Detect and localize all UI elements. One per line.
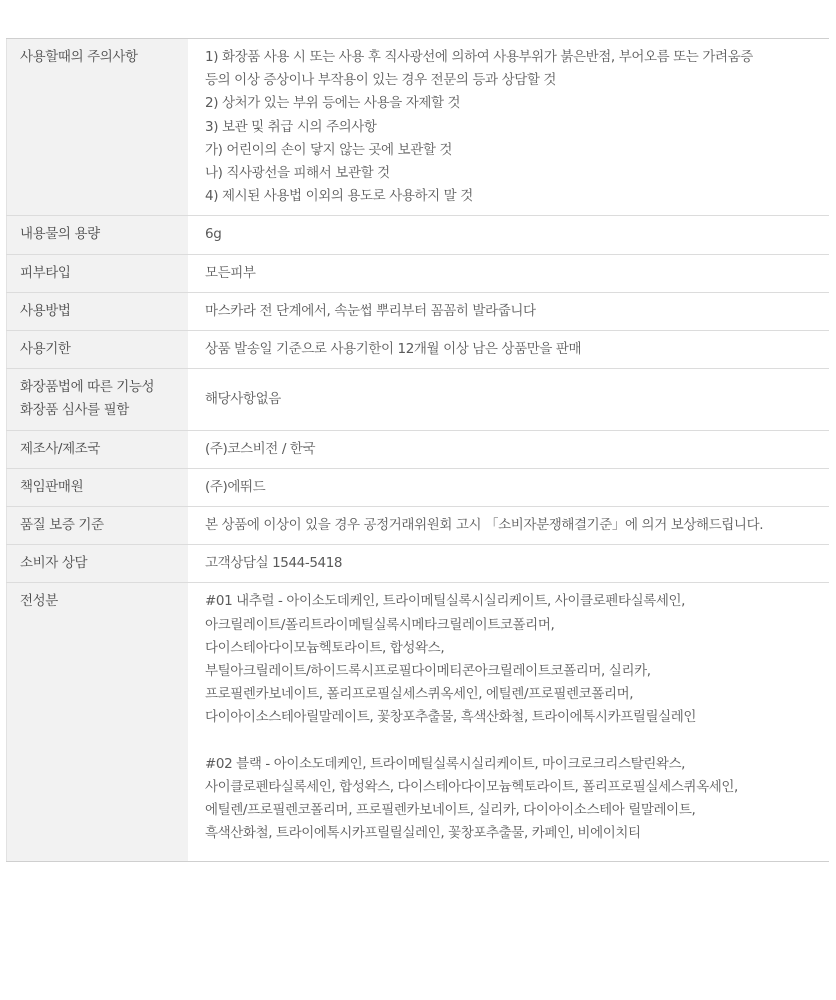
value-line: 아크릴레이트/폴리트라이메틸실록시메타크릴레이트코폴리머, [205,616,555,633]
row-value: 6g [188,216,829,254]
value-line: 다이아이소스테아릴말레이트, 꽃창포추출물, 흑색산화철, 트라이에톡시카프릴릴실레인 [205,709,697,726]
row-value: (주)코스비전 / 한국 [188,430,829,468]
value-line: #02 블랙 - 아이소도데케인, 트라이메틸실록시실리케이트, 마이크로크리스탈린왁스, [205,755,686,772]
row-label: 사용기한 [7,331,189,369]
value-line: 사이클로펜타실록세인, 합성왁스, 다이스테아다이모늄헥토라이트, 폴리프로필실세스퀴옥세인, [205,779,738,796]
product-info-table [6,38,829,862]
value-line: 가) 어린이의 손이 닿지 않는 곳에 보관할 것 [205,141,453,158]
table-row-volume [7,216,830,254]
value-line: 등의 이상 증상이나 부작용이 있는 경우 전문의 등과 상담할 것 [205,72,557,89]
value-line: 나) 직사광선을 피해서 보관할 것 [205,165,390,182]
row-label: 전성분 [7,583,189,861]
value-line: #01 내추럴 - 아이소도데케인, 트라이메틸실록시실리케이트, 사이클로펜타실록세인, [205,593,686,610]
row-label [7,369,189,430]
row-value: 마스카라 전 단계에서, 속눈썹 뿌리부터 꼼꼼히 발라줍니다 [188,292,829,330]
row-label: 책임판매원 [7,468,189,506]
table-row-skin-type [7,254,830,292]
label-line: 화장품법에 따른 기능성 [20,379,155,396]
value-line: 3) 보관 및 취급 시의 주의사항 [205,118,377,135]
row-label: 사용방법 [7,292,189,330]
row-label: 제조사/제조국 [7,430,189,468]
row-value: 본 상품에 이상이 있을 경우 공정거래위원회 고시 「소비자분쟁해결기준」에 의거 보상해드립니다. [188,507,829,545]
table-row-quality-guarantee [7,507,830,545]
row-label: 소비자 상담 [7,545,189,583]
value-line: 프로필렌카보네이트, 폴리프로필실세스퀴옥세인, 에틸렌/프로필렌코폴리머, [205,686,634,703]
table-row-expiry [7,331,830,369]
row-value [188,39,829,216]
value-line: 다이스테아다이모늄헥토라이트, 합성왁스, [205,639,445,656]
value-line: 2) 상처가 있는 부위 등에는 사용을 자제할 것 [205,95,461,112]
table-row-usage [7,292,830,330]
value-line: 흑색산화철, 트라이에톡시카프릴릴실레인, 꽃창포추출물, 카페인, 비에이치티 [205,825,641,842]
row-value: 해당사항없음 [188,369,829,430]
value-line-spacer [205,730,819,753]
row-label: 내용물의 용량 [7,216,189,254]
value-line: 1) 화장품 사용 시 또는 사용 후 직사광선에 의하여 사용부위가 붉은반점, 부어오름 또는 가려움증 [205,49,753,65]
row-value: 고객상담실 1544-5418 [188,545,829,583]
table-row-ingredients [7,583,830,861]
row-label: 피부타입 [7,254,189,292]
row-value: 상품 발송일 기준으로 사용기한이 12개월 이상 남은 상품만을 판매 [188,331,829,369]
row-value: (주)에뛰드 [188,468,829,506]
table-row-seller [7,468,830,506]
table-row-precautions [7,39,830,216]
row-label: 품질 보증 기준 [7,507,189,545]
row-label: 사용할때의 주의사항 [7,39,189,216]
table-row-consumer-support [7,545,830,583]
table-row-manufacturer [7,430,830,468]
value-line: 부틸아크릴레이트/하이드록시프로필다이메티콘아크릴레이트코폴리머, 실리카, [205,663,651,680]
table-row-functional-review [7,369,830,430]
value-line: 4) 제시된 사용법 이외의 용도로 사용하지 말 것 [205,188,473,205]
label-line: 화장품 심사를 필함 [20,402,129,419]
value-line: 에틸렌/프로필렌코폴리머, 프로필렌카보네이트, 실리카, 다이아이소스테아 릴말레이트, [205,802,696,819]
row-value: 모든피부 [188,254,829,292]
row-value [188,583,829,861]
